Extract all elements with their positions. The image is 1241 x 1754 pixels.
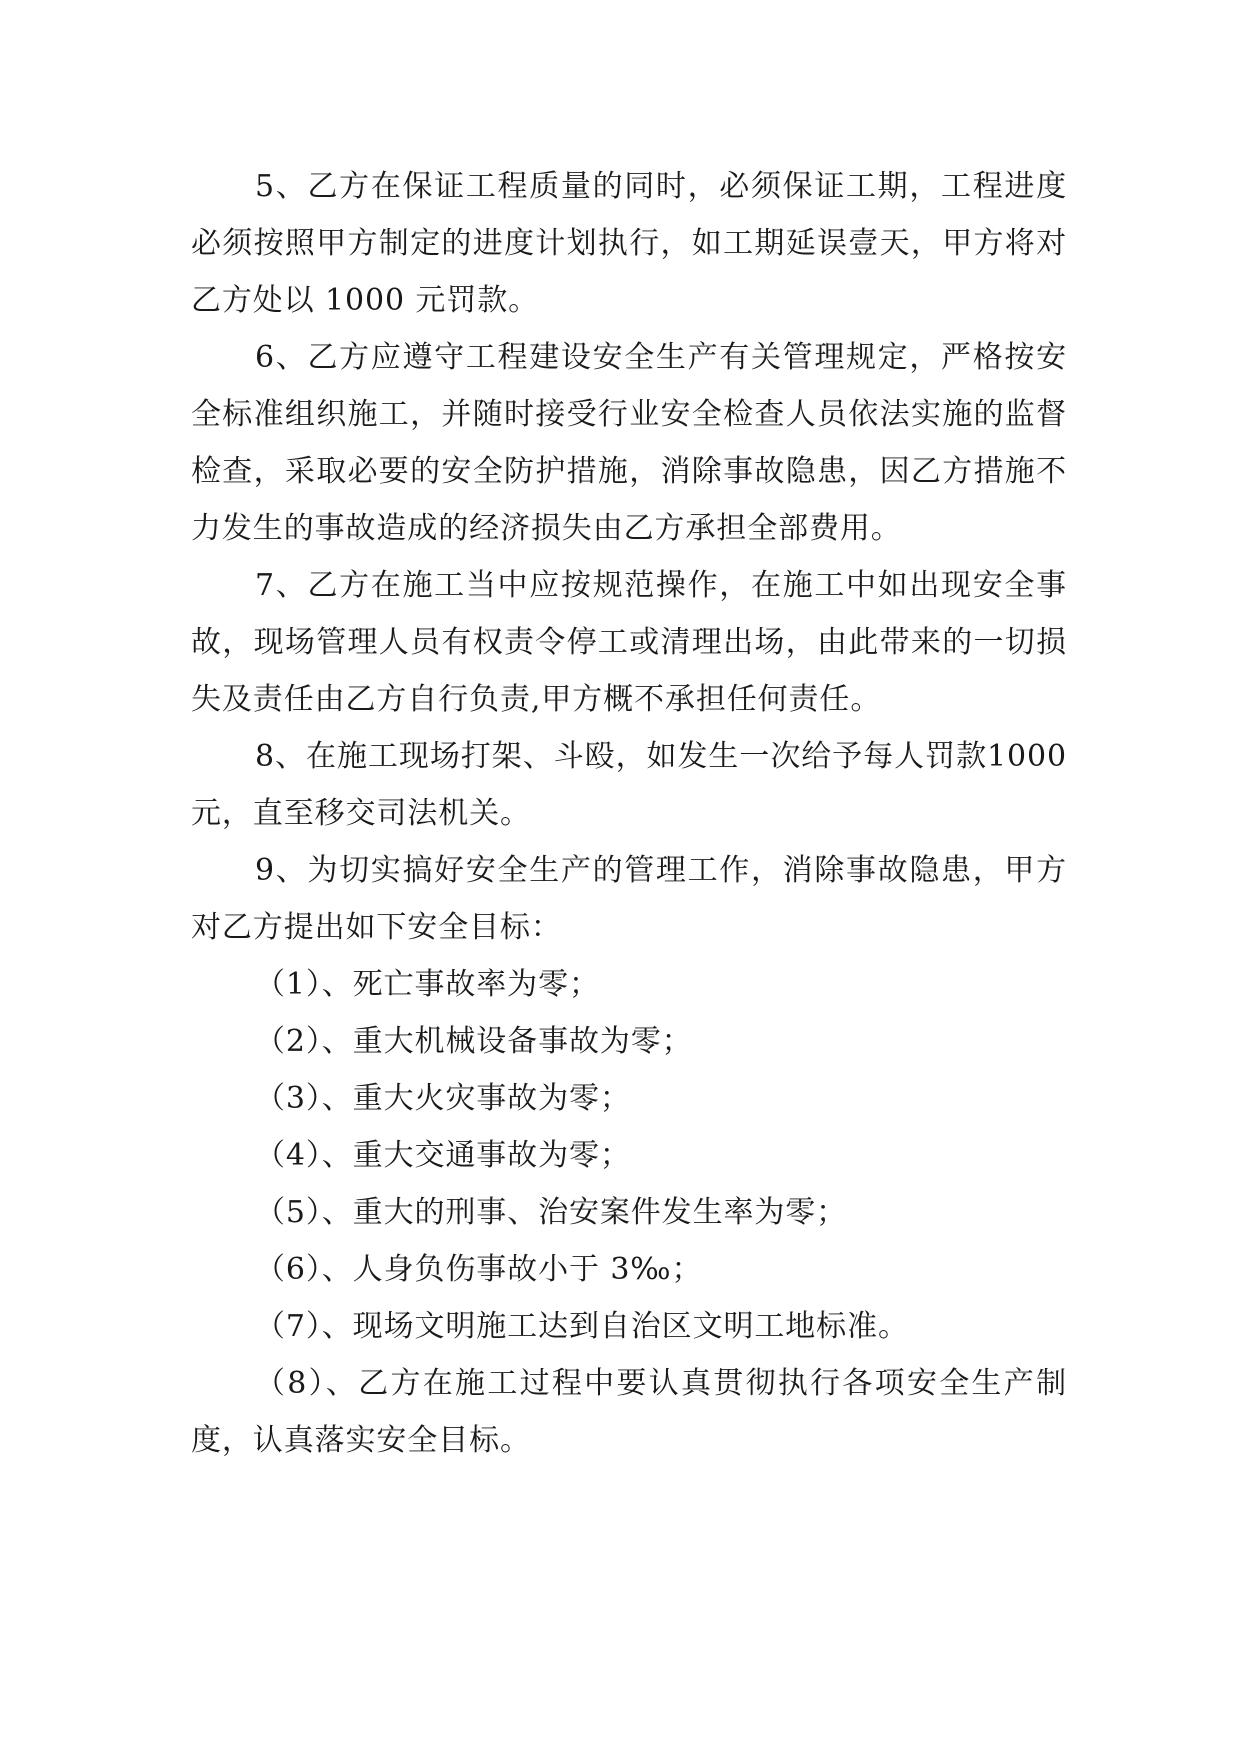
- clause-8: 8、在施工现场打架、斗殴，如发生一次给予每人罚款1000 元，直至移交司法机关。: [191, 739, 1067, 831]
- document-body: [191, 158, 1067, 1469]
- clause-6: 6、乙方应遵守工程建设安全生产有关管理规定，严格按安全标准组织施工，并随时接受行业安全检查人员依法实施的监督检查，采取必要的安全防护措施，消除事故隐患，因乙方措施不力发生的事故造成的经济损失由乙方承担全部费用。: [191, 340, 1067, 546]
- safety-target-3: （3）、重大火灾事故为零；: [255, 1081, 631, 1116]
- clause-5: 5、乙方在保证工程质量的同时，必须保证工期，工程进度必须按照甲方制定的进度计划执行，如工期延误壹天，甲方将对乙方处以 1000 元罚款。: [191, 169, 1067, 318]
- safety-target-2: （2）、重大机械设备事故为零；: [255, 1024, 693, 1059]
- safety-target-8: （8）、乙方在施工过程中要认真贯彻执行各项安全生产制度，认真落实安全目标。: [191, 1366, 1067, 1458]
- safety-target-6: （6）、人身负伤事故小于 3‰；: [255, 1252, 703, 1287]
- safety-target-7: （7）、现场文明施工达到自治区文明工地标准。: [255, 1309, 909, 1344]
- clause-7: 7、乙方在施工当中应按规范操作，在施工中如出现安全事故，现场管理人员有权责令停工或清理出场，由此带来的一切损失及责任由乙方自行负责,甲方概不承担任何责任。: [191, 568, 1067, 717]
- safety-target-5: （5）、重大的刑事、治安案件发生率为零；: [255, 1195, 848, 1230]
- clause-9: 9、为切实搞好安全生产的管理工作，消除事故隐患，甲方对乙方提出如下安全目标：: [191, 853, 1067, 945]
- safety-target-4: （4）、重大交通事故为零；: [255, 1138, 631, 1173]
- safety-target-1: （1）、死亡事故率为零；: [255, 967, 600, 1002]
